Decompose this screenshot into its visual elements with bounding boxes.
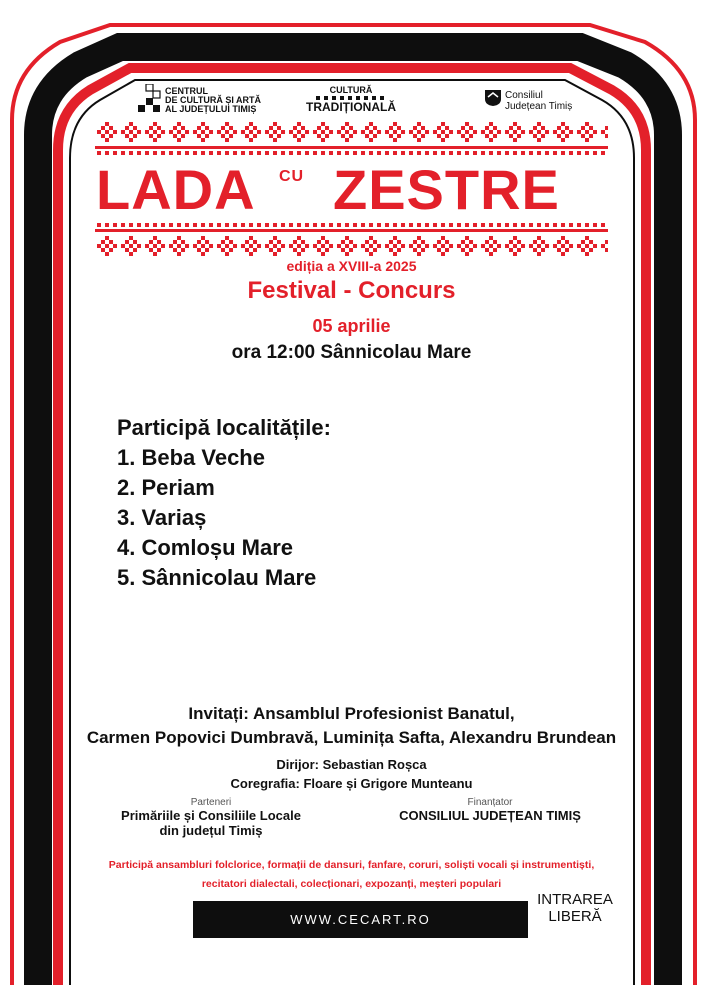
cultura-traditionala-logo xyxy=(290,86,412,113)
free-entry-line-2: LIBERĂ xyxy=(548,908,602,925)
list-item: 1. Beba Veche xyxy=(117,445,265,470)
county-council-logo-text xyxy=(505,90,572,112)
logo-center-line1: CULTURĂ xyxy=(329,85,373,95)
logo-left-line2: DE CULTURĂ ȘI ARTĂ xyxy=(165,95,261,105)
notice-line-2: recitatori dialectali, colecționari, expozanți, meșteri populari xyxy=(201,878,502,890)
county-coat-of-arms-icon xyxy=(484,89,502,107)
partners-label: Parteneri xyxy=(190,797,232,808)
event-time-place: ora 12:00 Sânnicolau Mare xyxy=(231,342,472,363)
free-entry-box xyxy=(530,891,620,925)
choreography-text: Coregrafia: Floare și Grigore Munteanu xyxy=(230,776,473,791)
funder-name: CONSILIUL JUDEȚEAN TIMIȘ xyxy=(399,808,581,823)
main-title xyxy=(96,160,616,220)
logo-right-line1: Consiliul xyxy=(505,90,543,101)
cecart-logo-text xyxy=(165,87,261,114)
logo-center-line2: TRADIȚIONALĂ xyxy=(306,100,396,114)
list-item: 2. Periam xyxy=(117,475,215,500)
cecart-logo-icon xyxy=(138,84,162,114)
folk-pattern-top xyxy=(95,122,608,156)
free-entry-line-1: INTRAREA xyxy=(537,891,613,908)
participants-heading: Participă localitățile: xyxy=(117,415,331,440)
partners-line-2: din județul Timiș xyxy=(159,823,263,838)
funder-block xyxy=(380,797,600,823)
website-link[interactable]: WWW.CECART.RO xyxy=(290,912,431,927)
event-date: 05 aprilie xyxy=(312,316,391,336)
list-item: 5. Sânnicolau Mare xyxy=(117,565,317,590)
list-item: 3. Variaș xyxy=(117,505,207,530)
notice-line-1: Participă ansambluri folclorice, formații de dansuri, fanfare, coruri, soliști vocali și instrumentiști, xyxy=(108,859,595,871)
title-part-lada: LADA xyxy=(96,158,256,221)
guests-line-1: Invitați: Ansamblul Profesionist Banatul, xyxy=(188,704,515,723)
director-text: Dirijor: Sebastian Roșca xyxy=(276,757,427,772)
title-part-zestre: ZESTRE xyxy=(333,158,560,221)
title-connector-cu: CU xyxy=(279,168,305,185)
logo-left-line1: CENTRUL xyxy=(165,86,208,96)
edition-text: ediția a XVIII-a 2025 xyxy=(286,258,417,274)
website-banner[interactable] xyxy=(193,901,528,938)
folk-pattern-bottom xyxy=(95,222,608,256)
logo-left-line3: AL JUDEȚULUI TIMIȘ xyxy=(165,104,257,114)
festival-subtitle: Festival - Concurs xyxy=(247,277,456,304)
guests-line-2: Carmen Popovici Dumbravă, Luminița Safta, Alexandru Brundean xyxy=(86,728,617,747)
partners-block xyxy=(100,797,322,838)
funder-label: Finanțator xyxy=(467,797,513,808)
list-item: 4. Comloșu Mare xyxy=(117,535,294,560)
partners-line-1: Primăriile și Consiliile Locale xyxy=(121,808,301,823)
logo-right-line2: Județean Timiș xyxy=(505,101,573,112)
participants-list xyxy=(117,413,331,593)
